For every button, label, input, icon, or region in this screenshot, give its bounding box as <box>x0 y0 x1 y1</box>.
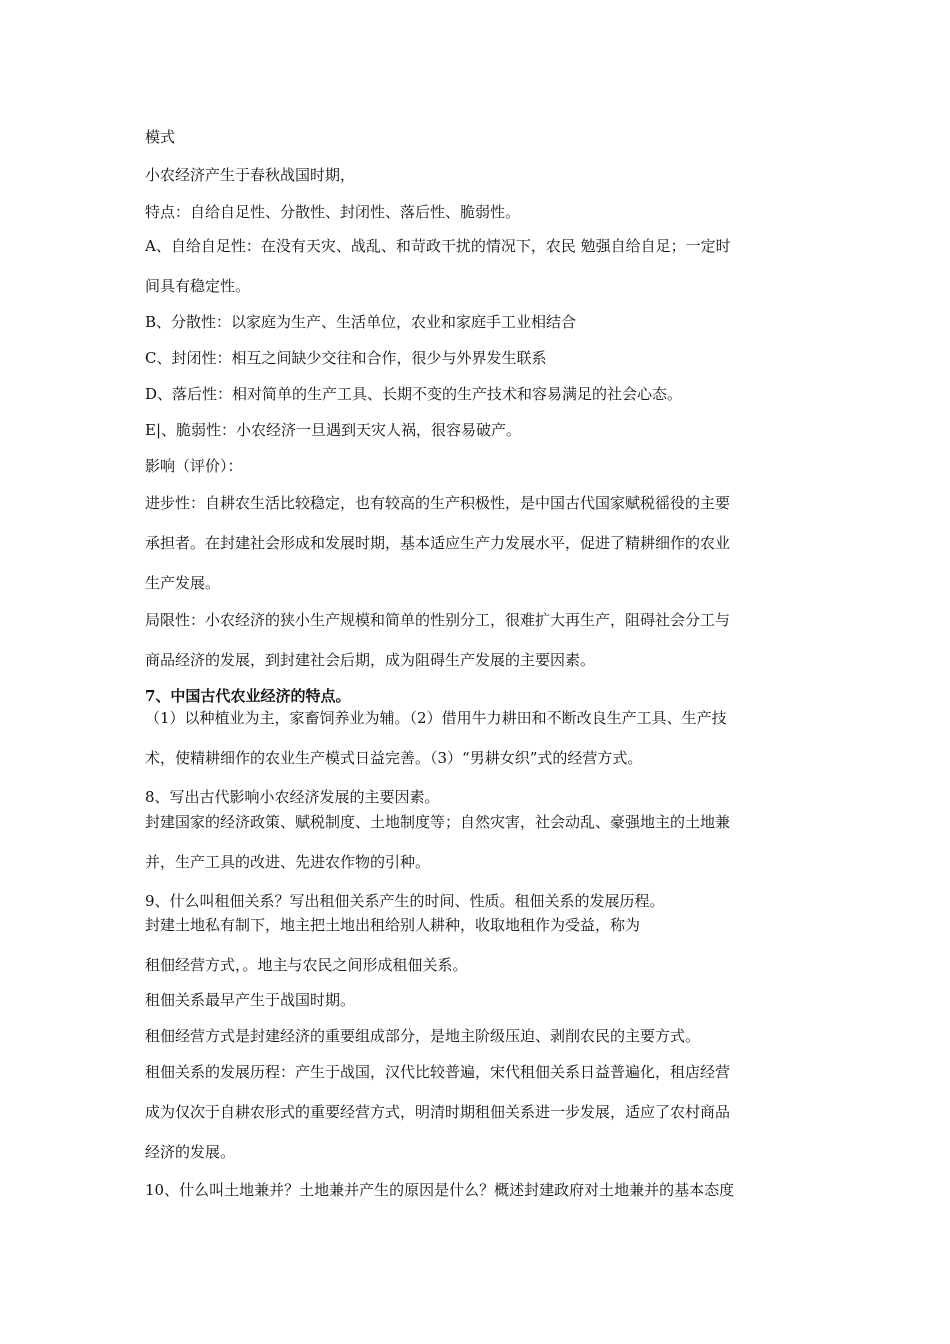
text-line: 租佃经营方式是封建经济的重要组成部分，是地主阶级压迫、剥削农民的主要方式。 <box>145 1027 701 1045</box>
text-line: A、自给自足性：在没有天灾、战乱、和苛政干扰的情况下，农民 勉强自给自足；一定时 <box>145 237 731 255</box>
text-line: 承担者。在封建社会形成和发展时期，基本适应生产力发展水平，促进了精耕细作的农业 <box>145 534 731 552</box>
text-line: D、落后性：相对简单的生产工具、长期不变的生产技术和容易满足的社会心态。 <box>145 385 683 403</box>
text-line: B、分散性：以家庭为生产、生活单位，农业和家庭手工业相结合 <box>145 313 577 331</box>
text-line: 租佃经营方式，。地主与农民之间形成租佃关系。 <box>145 956 468 974</box>
text-line: 特点：自给自足性、分散性、封闭性、落后性、脆弱性。 <box>145 203 521 221</box>
text-line: E|、脆弱性：小农经济一旦遇到天灾人祸，很容易破产。 <box>145 421 522 439</box>
text-line: （1）以种植业为主，家畜饲养业为辅。（2）借用牛力耕田和不断改良生产工具、生产技 <box>145 709 727 727</box>
text-line: 封建土地私有制下，地主把土地出租给别人耕种，收取地租作为受益，称为 <box>145 916 641 934</box>
text-line: 成为仅次于自耕农形式的重要经营方式，明清时期租佃关系进一步发展，适应了农村商品 <box>145 1103 731 1121</box>
text-line: 经济的发展。 <box>145 1143 236 1161</box>
text-line: 模式 <box>145 128 176 146</box>
text-line: 术，使精耕细作的农业生产模式日益完善。（3）“男耕女织”式的经营方式。 <box>145 749 643 767</box>
text-line: 10、什么叫土地兼并？土地兼并产生的原因是什么？概述封建政府对土地兼并的基本态度 <box>145 1181 735 1199</box>
text-line: C、封闭性：相互之间缺少交往和合作，很少与外界发生联系 <box>145 349 547 367</box>
section-heading: 7、中国古代农业经济的特点。 <box>145 687 351 705</box>
text-line: 封建国家的经济政策、赋税制度、土地制度等；自然灾害，社会动乱、豪强地主的土地兼 <box>145 813 731 831</box>
text-line: 9、什么叫租佃关系？写出租佃关系产生的时间、性质。租佃关系的发展历程。 <box>145 892 665 910</box>
text-line: 8、写出古代影响小农经济发展的主要因素。 <box>145 788 440 806</box>
text-line: 影响（评价）： <box>145 457 243 475</box>
text-line: 商品经济的发展，到封建社会后期，成为阻碍生产发展的主要因素。 <box>145 651 596 669</box>
text-line: 并，生产工具的改进、先进农作物的引种。 <box>145 853 431 871</box>
text-line: 间具有稳定性。 <box>145 277 251 295</box>
text-line: 进步性：自耕农生活比较稳定，也有较高的生产积极性，是中国古代国家赋税徭役的主要 <box>145 494 731 512</box>
text-line: 小农经济产生于春秋战国时期， <box>145 166 356 184</box>
text-line: 租佃关系的发展历程：产生于战国，汉代比较普遍，宋代租佃关系日益普遍化，租店经营 <box>145 1063 731 1081</box>
text-line: 租佃关系最早产生于战国时期。 <box>145 991 356 1009</box>
text-line: 生产发展。 <box>145 574 221 592</box>
text-line: 局限性：小农经济的狭小生产规模和简单的性别分工，很难扩大再生产，阻碍社会分工与 <box>145 611 731 629</box>
